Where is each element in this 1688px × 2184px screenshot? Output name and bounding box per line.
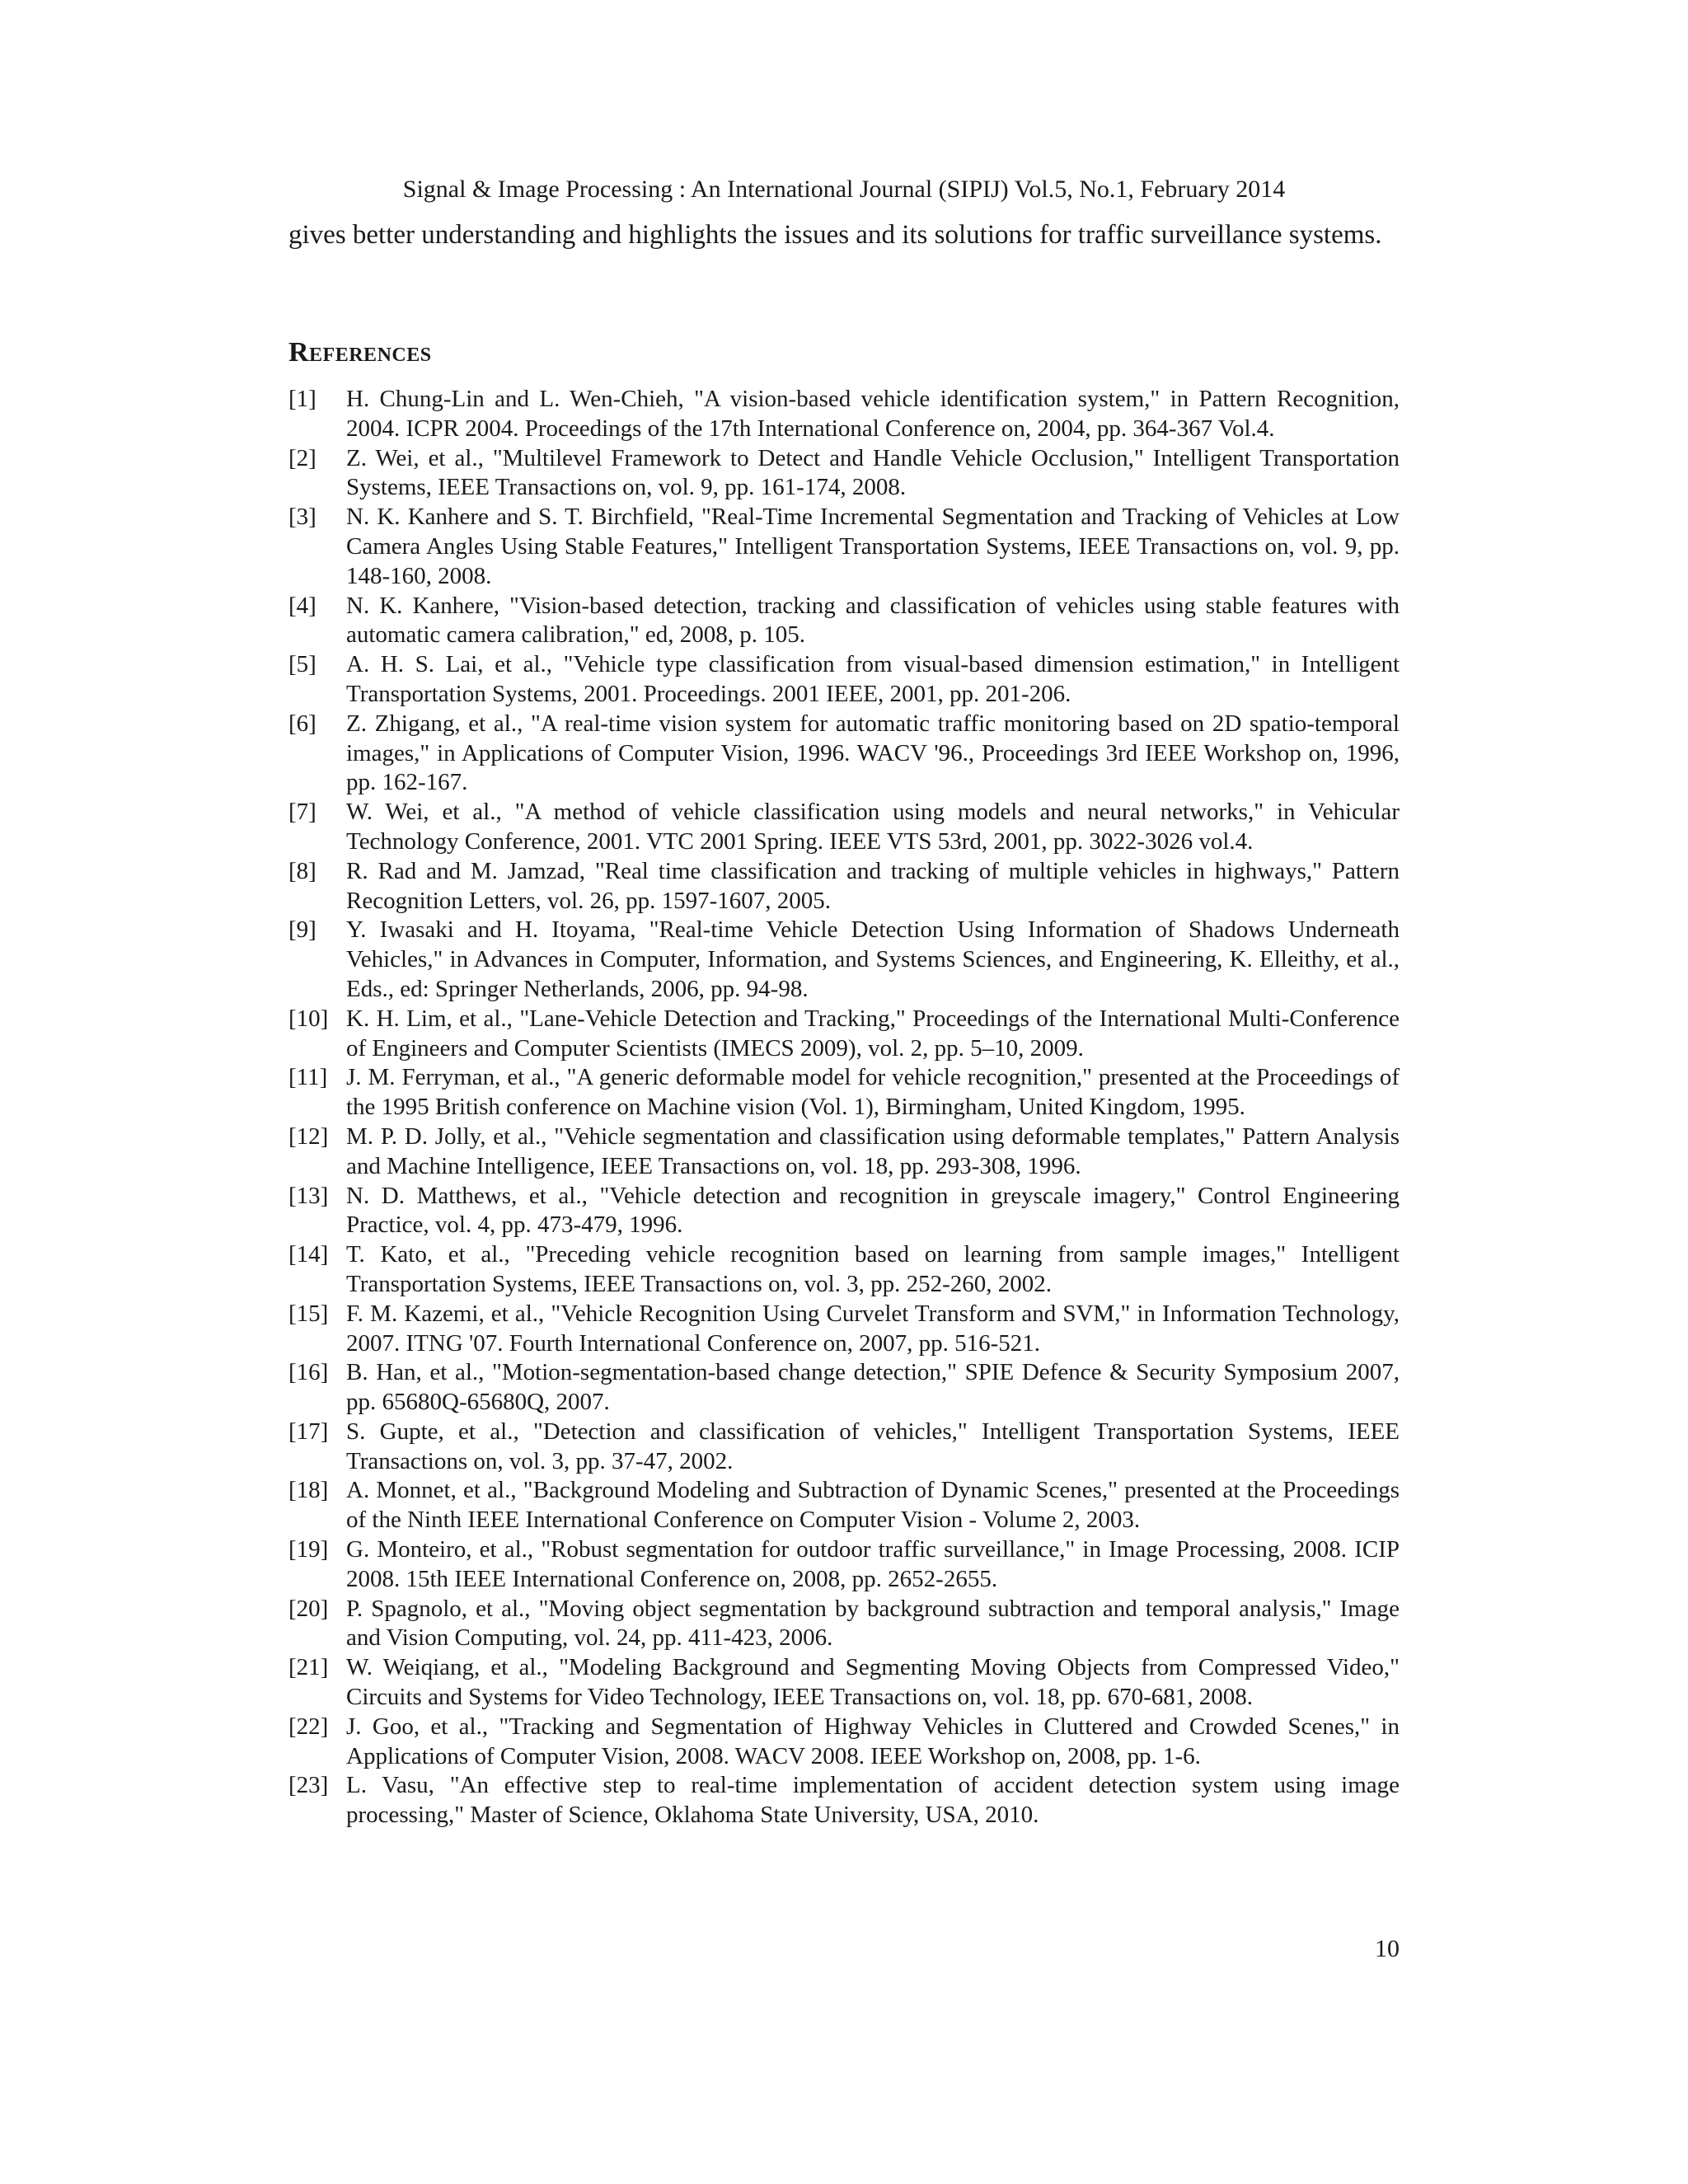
reference-number: [4] xyxy=(288,592,316,619)
reference-item xyxy=(288,1358,1400,1418)
reference-item xyxy=(288,1771,1400,1830)
reference-number: [15] xyxy=(288,1300,329,1327)
reference-number: [3] xyxy=(288,504,316,531)
reference-text: W. Wei, et al., "A method of vehicle classification using models and neural networks," in Vehicular Technology Conference, 2001. VTC 2001 Spring. IEEE VTS 53rd, 2001, pp. 3022-3026 vol.4. xyxy=(346,799,1400,855)
reference-number: [11] xyxy=(288,1064,328,1091)
reference-item xyxy=(288,1535,1400,1595)
reference-item xyxy=(288,385,1400,444)
reference-number: [12] xyxy=(288,1122,329,1150)
reference-text: G. Monteiro, et al., "Robust segmentation for outdoor traffic surveillance," in Image Processing, 2008. ICIP 2008. 15th IEEE International Conference on, 2008, pp. 2652-2655. xyxy=(346,1536,1400,1592)
reference-item xyxy=(288,1122,1400,1182)
reference-number: [5] xyxy=(288,651,316,678)
reference-number: [2] xyxy=(288,444,316,471)
reference-number: [20] xyxy=(288,1595,329,1622)
reference-item xyxy=(288,798,1400,857)
reference-text: W. Weiqiang, et al., "Modeling Background and Segmenting Moving Objects from Compressed Video," Circuits and Systems for Video Technology, IEEE Transactions on, vol. 18, pp. 670-681, 2008. xyxy=(346,1654,1400,1711)
intro-paragraph: gives better understanding and highlights the issues and its solutions for traffic surveillance systems. xyxy=(288,220,1382,250)
reference-number: [1] xyxy=(288,386,316,412)
reference-text: N. K. Kanhere and S. T. Birchfield, "Real-Time Incremental Segmentation and Tracking of Vehicles at Low Camera Angles Using Stable Features," Intelligent Transportation Systems, IEEE Transactions on, vol. 9, pp. 148-160, 2008. xyxy=(346,504,1400,589)
reference-item xyxy=(288,444,1400,504)
reference-number: [19] xyxy=(288,1536,329,1563)
reference-item xyxy=(288,1418,1400,1477)
reference-number: [14] xyxy=(288,1241,329,1268)
reference-number: [22] xyxy=(288,1713,329,1740)
reference-text: A. Monnet, et al., "Background Modeling and Subtraction of Dynamic Scenes," presented at the Proceedings of the Ninth IEEE International Conference on Computer Vision - Volume 2, 2003. xyxy=(346,1477,1400,1534)
reference-item xyxy=(288,916,1400,1004)
reference-item xyxy=(288,503,1400,591)
reference-text: R. Rad and M. Jamzad, "Real time classification and tracking of multiple vehicles in highways," Pattern Recognition Letters, vol. 26, pp. 1597-1607, 2005. xyxy=(346,857,1400,914)
reference-item xyxy=(288,1476,1400,1535)
reference-number: [13] xyxy=(288,1182,329,1209)
reference-item xyxy=(288,592,1400,651)
reference-text: N. D. Matthews, et al., "Vehicle detection and recognition in greyscale imagery," Control Engineering Practice, vol. 4, pp. 473-479, 1996. xyxy=(346,1182,1400,1239)
reference-number: [10] xyxy=(288,1005,329,1032)
reference-text: N. K. Kanhere, "Vision-based detection, tracking and classification of vehicles using stable features with automatic camera calibration," ed, 2008, p. 105. xyxy=(346,592,1400,649)
reference-text: M. P. D. Jolly, et al., "Vehicle segmentation and classification using deformable templates," Pattern Analysis and Machine Intelligence, IEEE Transactions on, vol. 18, pp. 293-308, 1996. xyxy=(346,1122,1400,1179)
reference-text: F. M. Kazemi, et al., "Vehicle Recognition Using Curvelet Transform and SVM," in Information Technology, 2007. ITNG '07. Fourth International Conference on, 2007, pp. 516-521. xyxy=(346,1300,1400,1357)
page-number: 10 xyxy=(1375,1935,1400,1962)
reference-item xyxy=(288,1063,1400,1122)
reference-item xyxy=(288,710,1400,798)
references-list xyxy=(288,385,1400,1830)
reference-text: K. H. Lim, et al., "Lane-Vehicle Detection and Tracking," Proceedings of the International Multi-Conference of Engineers and Computer Scientists (IMECS 2009), vol. 2, pp. 5–10, 2009. xyxy=(346,1005,1400,1062)
reference-text: L. Vasu, "An effective step to real-time implementation of accident detection system using image processing," Master of Science, Oklahoma State University, USA, 2010. xyxy=(346,1772,1400,1829)
reference-item xyxy=(288,1240,1400,1300)
reference-text: S. Gupte, et al., "Detection and classification of vehicles," Intelligent Transportation Systems, IEEE Transactions on, vol. 3, pp. 37-47, 2002. xyxy=(346,1418,1400,1474)
reference-item xyxy=(288,1653,1400,1713)
reference-text: Y. Iwasaki and H. Itoyama, "Real-time Vehicle Detection Using Information of Shadows Underneath Vehicles," in Advances in Computer, Information, and Systems Sciences, and Engineering, K. Elleithy, et al., Eds., ed: Springer Netherlands, 2006, pp. 94-98. xyxy=(346,916,1400,1002)
reference-text: Z. Zhigang, et al., "A real-time vision system for automatic traffic monitoring based on 2D spatio-temporal images," in Applications of Computer Vision, 1996. WACV '96., Proceedings 3rd IEEE Workshop on, 1996, pp. 162-167. xyxy=(346,710,1400,796)
reference-number: [8] xyxy=(288,857,316,884)
reference-number: [17] xyxy=(288,1418,329,1445)
reference-text: J. M. Ferryman, et al., "A generic deformable model for vehicle recognition," presented at the Proceedings of the 1995 British conference on Machine vision (Vol. 1), Birmingham, United Kingdom, 1995. xyxy=(346,1064,1400,1121)
reference-number: [16] xyxy=(288,1359,329,1386)
reference-number: [23] xyxy=(288,1772,329,1799)
reference-item xyxy=(288,1005,1400,1064)
reference-text: B. Han, et al., "Motion-segmentation-based change detection," SPIE Defence & Security Symposium 2007, pp. 65680Q-65680Q, 2007. xyxy=(346,1359,1400,1416)
reference-number: [18] xyxy=(288,1477,329,1504)
reference-item xyxy=(288,650,1400,710)
references-heading: References xyxy=(288,337,432,368)
reference-item xyxy=(288,1300,1400,1359)
reference-number: [21] xyxy=(288,1654,329,1681)
reference-number: [6] xyxy=(288,710,316,737)
reference-text: A. H. S. Lai, et al., "Vehicle type classification from visual-based dimension estimation," in Intelligent Transportation Systems, 2001. Proceedings. 2001 IEEE, 2001, pp. 201-206. xyxy=(346,651,1400,707)
reference-text: H. Chung-Lin and L. Wen-Chieh, "A vision-based vehicle identification system," in Pattern Recognition, 2004. ICPR 2004. Proceedings of the 17th International Conference on, 2004, pp. 364-367 Vol.4. xyxy=(346,386,1400,442)
reference-text: Z. Wei, et al., "Multilevel Framework to Detect and Handle Vehicle Occlusion," Intelligent Transportation Systems, IEEE Transactions on, vol. 9, pp. 161-174, 2008. xyxy=(346,444,1400,501)
reference-item xyxy=(288,857,1400,916)
running-header: Signal & Image Processing : An International Journal (SIPIJ) Vol.5, No.1, February 2014 xyxy=(402,176,1286,203)
reference-number: [9] xyxy=(288,916,316,944)
reference-item xyxy=(288,1182,1400,1241)
reference-text: J. Goo, et al., "Tracking and Segmentation of Highway Vehicles in Cluttered and Crowded Scenes," in Applications of Computer Vision, 2008. WACV 2008. IEEE Workshop on, 2008, pp. 1-6. xyxy=(346,1713,1400,1769)
reference-item xyxy=(288,1713,1400,1772)
reference-text: T. Kato, et al., "Preceding vehicle recognition based on learning from sample images," Intelligent Transportation Systems, IEEE Transactions on, vol. 3, pp. 252-260, 2002. xyxy=(346,1241,1400,1297)
reference-item xyxy=(288,1595,1400,1654)
reference-text: P. Spagnolo, et al., "Moving object segmentation by background subtraction and temporal analysis," Image and Vision Computing, vol. 24, pp. 411-423, 2006. xyxy=(346,1595,1400,1652)
reference-number: [7] xyxy=(288,799,316,826)
